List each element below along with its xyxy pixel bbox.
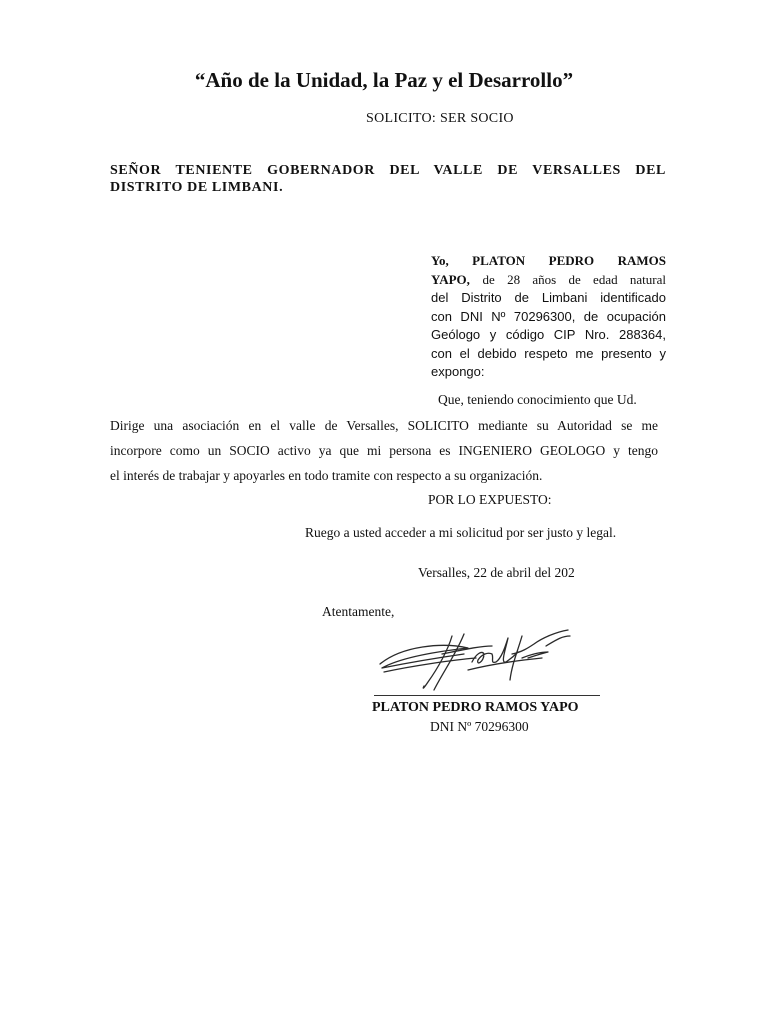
document-title: “Año de la Unidad, la Paz y el Desarrollo”	[194, 68, 574, 92]
intro-line: del Distrito de Limbani identificado	[431, 290, 666, 305]
intro-paragraph	[431, 252, 666, 382]
addressee: SEÑOR TENIENTE GOBERNADOR DEL VALLE DE VERSALLES DEL DISTRITO DE LIMBANI.	[110, 163, 666, 195]
ruego-line: Ruego a usted acceder a mi solicitud por ser justo y legal.	[305, 525, 617, 540]
intro-name-line2: YAPO,	[431, 271, 470, 287]
date-line: Versalles, 22 de abril del 202	[418, 565, 575, 580]
signer-name: PLATON PEDRO RAMOS YAPO	[372, 700, 579, 715]
subject-value: SER SOCIO	[439, 111, 514, 126]
body-line-2: Dirige una asociación en el valle de Versalles, SOLICITO mediante su Autoridad se me	[110, 418, 658, 433]
subject-separator: :	[431, 111, 437, 126]
intro-line: Geólogo y código CIP Nro. 288364,	[431, 327, 666, 342]
subject-line	[366, 111, 514, 127]
intro-line	[431, 252, 666, 271]
body-line-1: Que, teniendo conocimiento que Ud.	[438, 392, 637, 407]
body-line-4: el interés de trabajar y apoyarles en todo tramite con respecto a su organización.	[110, 468, 543, 483]
body-line-3: incorpore como un SOCIO activo ya que mi persona es INGENIERO GEOLOGO y tengo	[110, 443, 658, 458]
handwritten-signature	[372, 624, 604, 696]
expuesto-line: POR LO EXPUESTO:	[428, 492, 552, 507]
closing-atentamente: Atentamente,	[322, 604, 395, 619]
signer-dni: DNI Nº 70296300	[430, 719, 529, 734]
intro-name-line1: Yo, PLATON PEDRO RAMOS	[431, 253, 666, 268]
intro-line: expongo:	[431, 364, 485, 379]
signature-line	[374, 695, 600, 696]
intro-age: de 28 años de edad natural	[482, 271, 666, 287]
subject-label: SOLICITO	[366, 111, 432, 126]
intro-line: con DNI Nº 70296300, de ocupación	[431, 308, 666, 324]
intro-line	[431, 271, 666, 290]
intro-line: con el debido respeto me presento y	[431, 345, 666, 361]
